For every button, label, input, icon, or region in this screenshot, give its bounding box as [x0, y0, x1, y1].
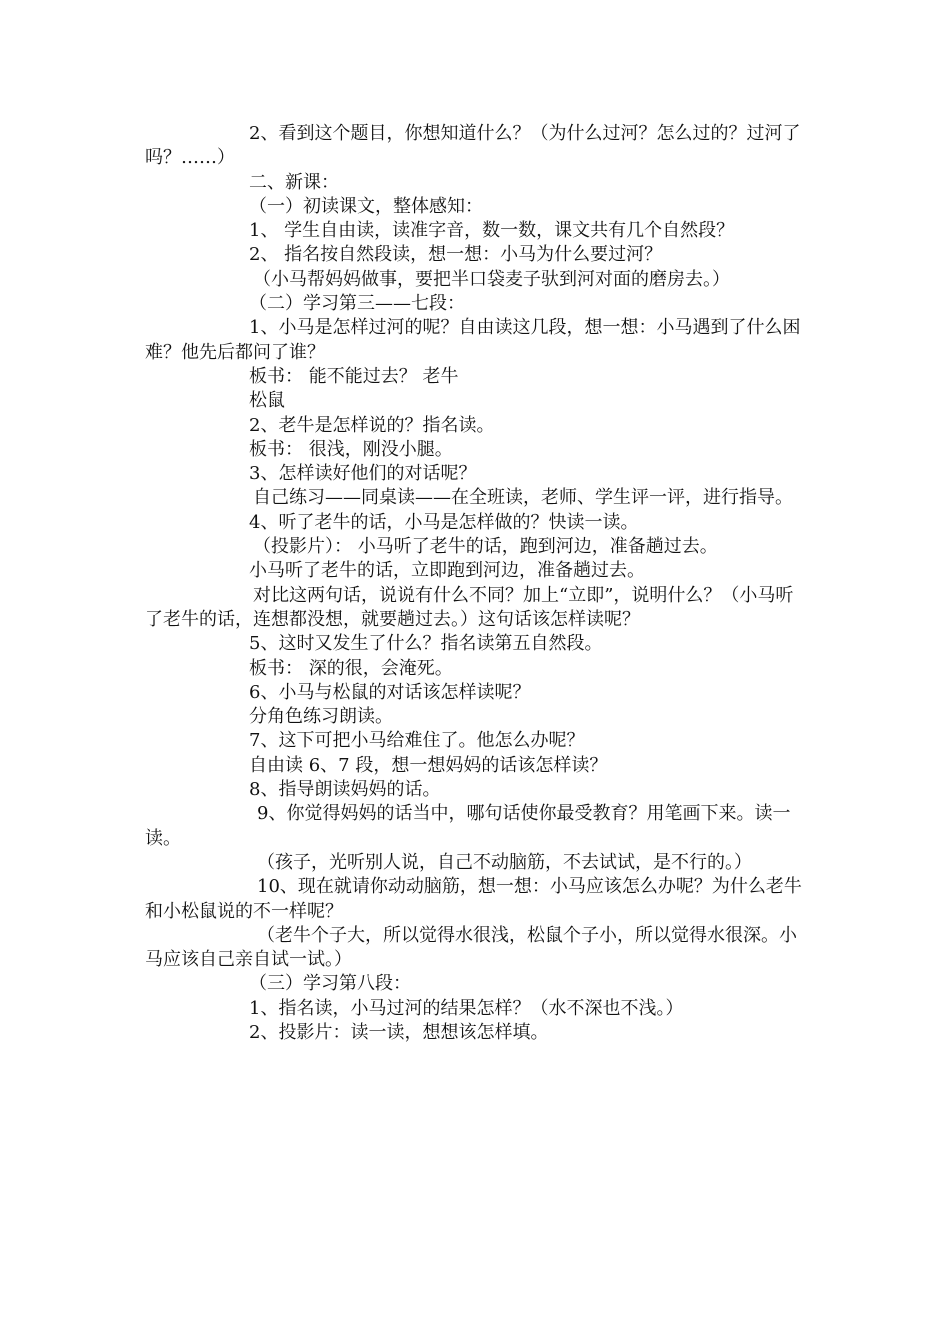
paragraph: 1、 学生自由读，读准字音，数一数，课文共有几个自然段？ [249, 220, 735, 242]
paragraph: 10、现在就请你动动脑筋，想一想：小马应该怎么办呢？为什么老牛和小松鼠说的不一样呢？ [145, 876, 802, 922]
paragraph: 自由读 6、7 段，想一想妈妈的话该怎样读？ [249, 754, 608, 776]
paragraph: 板书： 深的很，会淹死。 [249, 657, 453, 679]
paragraph: 3、怎样读好他们的对话呢？ [249, 463, 477, 485]
paragraph: 板书： 很浅，刚没小腿。 [249, 438, 453, 460]
paragraph: 二、新课： [249, 171, 339, 193]
paragraph: （孩子，光听别人说，自己不动脑筋，不去试试，是不行的。） [257, 851, 752, 873]
paragraph: 9、你觉得妈妈的话当中，哪句话使你最受教育？用笔画下来。读一读。 [145, 803, 791, 849]
paragraph: 对比这两句话，说说有什么不同？加上“立即”，说明什么？（小马听了老牛的话，连想都没想，就要趟过去。）这句话该怎样读呢？ [145, 584, 794, 630]
paragraph: （一）初读课文，整体感知： [249, 195, 483, 217]
paragraph: （三）学习第八段： [249, 973, 411, 995]
paragraph: 2、 指名按自然段读，想一想：小马为什么要过河？ [249, 244, 663, 266]
paragraph: （投影片）： 小马听了老牛的话，跑到河边，准备趟过去。 [253, 536, 718, 558]
paragraph: 5、这时又发生了什么？指名读第五自然段。 [249, 633, 603, 655]
paragraph: 2、投影片：读一读，想想该怎样填。 [249, 1021, 549, 1043]
paragraph: 2、看到这个题目，你想知道什么？（为什么过河？怎么过的？过河了吗？……） [145, 123, 801, 169]
paragraph: 分角色练习朗读。 [249, 706, 393, 728]
document-body [145, 122, 810, 1045]
paragraph: 自己练习——同桌读——在全班读，老师、学生评一评，进行指导。 [253, 487, 793, 509]
paragraph: 1、指名读，小马过河的结果怎样？（水不深也不浅。） [249, 997, 684, 1019]
paragraph: （二）学习第三——七段： [249, 293, 465, 315]
paragraph: （小马帮妈妈做事，要把半口袋麦子驮到河对面的磨房去。） [253, 268, 730, 290]
paragraph: （老牛个子大，所以觉得水很浅，松鼠个子小，所以觉得水很深。小马应该自己亲自试一试。） [145, 924, 797, 971]
paragraph: 4、听了老牛的话，小马是怎样做的？快读一读。 [249, 511, 639, 533]
paragraph: 6、小马与松鼠的对话该怎样读呢？ [249, 681, 531, 703]
paragraph: 板书： 能不能过去？ 老牛 [249, 365, 459, 387]
paragraph: 小马听了老牛的话，立即跑到河边，准备趟过去。 [249, 560, 645, 582]
paragraph: 2、老牛是怎样说的？指名读。 [249, 414, 495, 436]
paragraph: 松鼠 [249, 390, 285, 412]
paragraph: 1、小马是怎样过河的呢？自由读这几段，想一想：小马遇到了什么困难？他先后都问了谁？ [145, 317, 801, 363]
paragraph: 8、指导朗读妈妈的话。 [249, 779, 441, 801]
paragraph: 7、这下可把小马给难住了。他怎么办呢？ [249, 730, 585, 752]
